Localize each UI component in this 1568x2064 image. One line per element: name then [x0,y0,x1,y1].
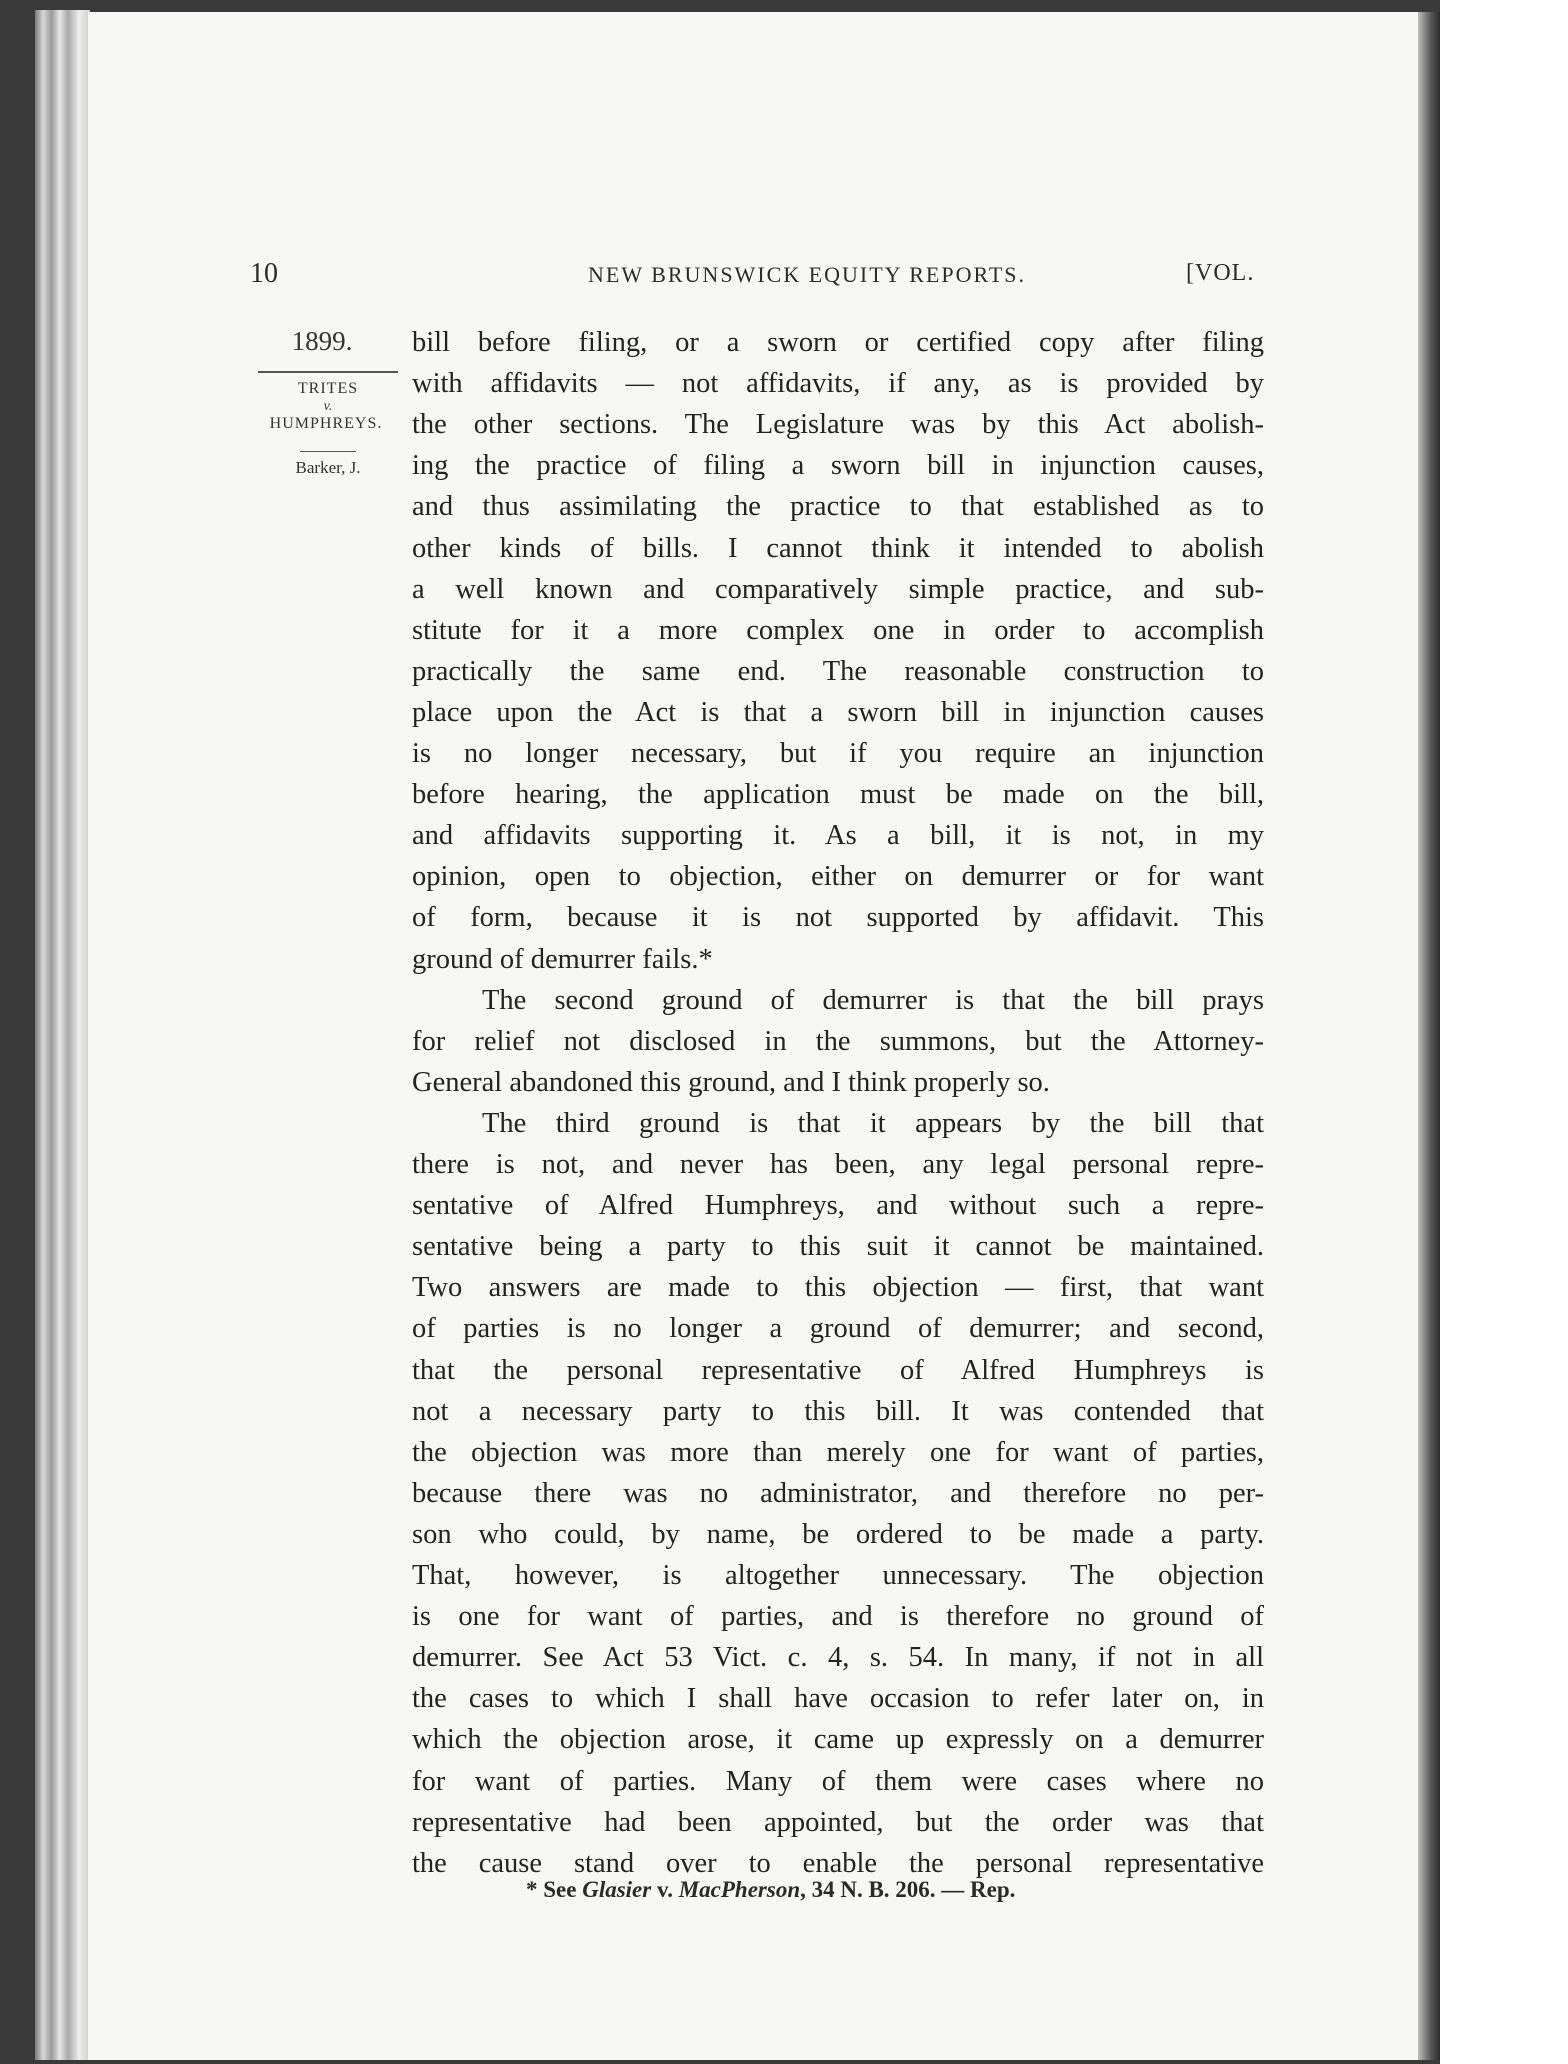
margin-rule [258,371,398,373]
margin-case-party-defendant: HUMPHREYS. [269,415,383,432]
text-line: demurrer. See Act 53 Vict. c. 4, s. 54. In many, if not in all [412,1642,1264,1673]
page-number: 10 [250,258,278,289]
text-line: sentative being a party to this suit it cannot be maintained. [412,1231,1264,1262]
footnote-versus: v. [651,1877,679,1902]
text-line: place upon the Act is that a sworn bill in injunction causes [412,697,1264,728]
page-fore-edge [1418,12,1440,2060]
text-line: the cases to which I shall have occasion to refer later on, in [412,1683,1264,1714]
text-line: is one for want of parties, and is therefore no ground of [412,1601,1264,1632]
text-line: ground of demurrer fails.* [412,944,713,975]
text-line: for relief not disclosed in the summons, but the Attorney- [412,1026,1264,1057]
text-line: there is not, and never has been, any legal personal repre- [412,1149,1264,1180]
volume-marker: [VOL. [1186,260,1255,286]
margin-short-rule [300,451,356,452]
text-line: for want of parties. Many of them were cases where no [412,1766,1264,1797]
footnote-suffix: , 34 N. B. 206. — Rep. [800,1877,1016,1902]
text-line: of form, because it is not supported by affidavit. This [412,902,1264,933]
text-line: before hearing, the application must be made on the bill, [412,779,1264,810]
text-line: because there was no administrator, and therefore no per- [412,1478,1264,1509]
text-line: the other sections. The Legislature was by this Act abolish- [412,409,1264,440]
text-line: That, however, is altogether unnecessary. The objection [412,1560,1264,1591]
text-line: other kinds of bills. I cannot think it intended to abolish [412,533,1264,564]
text-line: that the personal representative of Alfred Humphreys is [412,1355,1264,1386]
running-title: NEW BRUNSWICK EQUITY REPORTS. [588,262,1027,287]
margin-year: 1899. [291,326,353,356]
text-line: a well known and comparatively simple practice, and sub- [412,574,1264,605]
text-line: and thus assimilating the practice to that established as to [412,491,1264,522]
footnote-prefix: * See [526,1877,583,1902]
text-line: practically the same end. The reasonable construction to [412,656,1264,687]
facing-page-margin [1440,0,1568,2064]
text-line: The second ground of demurrer is that the bill prays [482,985,1264,1016]
footnote [526,1877,1226,1913]
text-line: General abandoned this ground, and I think properly so. [412,1067,1050,1098]
margin-versus: v. [323,399,333,414]
text-line: the cause stand over to enable the personal representative [412,1848,1264,1879]
margin-judge: Barker, J. [295,458,361,477]
text-line: The third ground is that it appears by the bill that [482,1108,1264,1139]
text-line: is no longer necessary, but if you require an injunction [412,738,1264,769]
text-line: the objection was more than merely one for want of parties, [412,1437,1264,1468]
text-line: opinion, open to objection, either on demurrer or for want [412,861,1264,892]
text-line: ing the practice of filing a sworn bill in injunction causes, [412,450,1264,481]
text-line: bill before filing, or a sworn or certified copy after filing [412,327,1264,358]
text-line: stitute for it a more complex one in order to accomplish [412,615,1264,646]
text-line: of parties is no longer a ground of demurrer; and second, [412,1313,1264,1344]
book-spine-edge [35,10,90,2060]
footnote-case-b: MacPherson [678,1877,801,1902]
text-line: and affidavits supporting it. As a bill, it is not, in my [412,820,1264,851]
footnote-case-a: Glasier [582,1877,652,1902]
text-line: son who could, by name, be ordered to be made a party. [412,1519,1264,1550]
text-line: which the objection arose, it came up expressly on a demurrer [412,1724,1264,1755]
text-line: not a necessary party to this bill. It was contended that [412,1396,1264,1427]
text-line: Two answers are made to this objection — first, that want [412,1272,1264,1303]
text-line: with affidavits — not affidavits, if any, as is provided by [412,368,1264,399]
text-line: representative had been appointed, but the order was that [412,1807,1264,1838]
text-line: sentative of Alfred Humphreys, and without such a repre- [412,1190,1264,1221]
margin-case-party-plaintiff: TRITES [297,380,359,397]
